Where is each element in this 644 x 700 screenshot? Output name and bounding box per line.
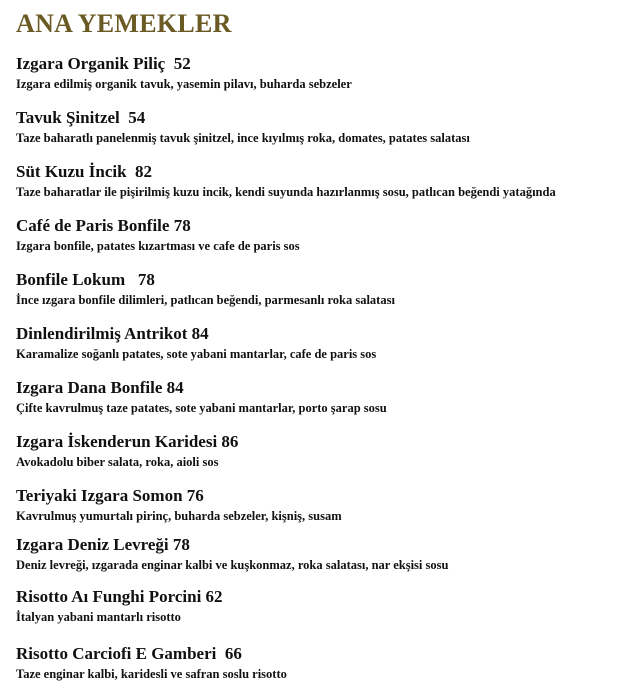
menu-item-description: Çifte kavrulmuş taze patates, sote yabani mantarlar, porto şarap sosu (16, 401, 387, 415)
menu-item (16, 644, 640, 682)
menu-item (16, 432, 640, 470)
menu-item-description: Izgara edilmiş organik tavuk, yasemin pilavı, buharda sebzeler (16, 77, 352, 91)
menu-item (16, 54, 640, 92)
menu-item-name: Izgara Organik Piliç 52 (16, 54, 191, 73)
menu-item-name: Café de Paris Bonfile 78 (16, 216, 191, 235)
menu-item-name: Risotto Aı Funghi Porcini 62 (16, 587, 223, 606)
menu-item-description: Izgara bonfile, patates kızartması ve cafe de paris sos (16, 239, 300, 253)
menu-item-description: Taze baharatlar ile pişirilmiş kuzu incik, kendi suyunda hazırlanmış sosu, patlıcan beğendi yatağında (16, 185, 556, 199)
menu-item-name: Bonfile Lokum 78 (16, 270, 155, 289)
menu-item-description: Avokadolu biber salata, roka, aioli sos (16, 455, 219, 469)
menu-item-description: Taze enginar kalbi, karidesli ve safran soslu risotto (16, 667, 287, 681)
menu-item (16, 535, 640, 573)
menu-item (16, 324, 640, 362)
menu-item (16, 108, 640, 146)
menu-section-title: ANA YEMEKLER (16, 9, 232, 38)
menu-item-name: Izgara Dana Bonfile 84 (16, 378, 184, 397)
menu-item-name: Izgara Deniz Levreği 78 (16, 535, 190, 554)
menu-item-name: Risotto Carciofi E Gamberi 66 (16, 644, 242, 663)
menu-item (16, 216, 640, 254)
menu-item-name: Teriyaki Izgara Somon 76 (16, 486, 204, 505)
menu-item (16, 270, 640, 308)
menu-item (16, 162, 640, 200)
menu-item-name: Izgara İskenderun Karidesi 86 (16, 432, 239, 451)
menu-item-description: Karamalize soğanlı patates, sote yabani mantarlar, cafe de paris sos (16, 347, 377, 361)
menu-item-name: Süt Kuzu İncik 82 (16, 162, 153, 181)
menu-item-name: Dinlendirilmiş Antrikot 84 (16, 324, 209, 343)
menu-item-description: İnce ızgara bonfile dilimleri, patlıcan beğendi, parmesanlı roka salatası (16, 293, 395, 307)
menu-item-description: İtalyan yabani mantarlı risotto (16, 610, 181, 624)
menu-item (16, 587, 640, 625)
menu-item-description: Deniz levreği, ızgarada enginar kalbi ve kuşkonmaz, roka salatası, nar ekşisi sosu (16, 558, 449, 572)
menu-item (16, 486, 640, 524)
menu-item-description: Taze baharatlı panelenmiş tavuk şinitzel, ince kıyılmış roka, domates, patates salatası (16, 131, 470, 145)
menu-item-description: Kavrulmuş yumurtalı pirinç, buharda sebzeler, kişniş, susam (16, 509, 342, 523)
menu-item (16, 378, 640, 416)
menu-item-name: Tavuk Şinitzel 54 (16, 108, 146, 127)
